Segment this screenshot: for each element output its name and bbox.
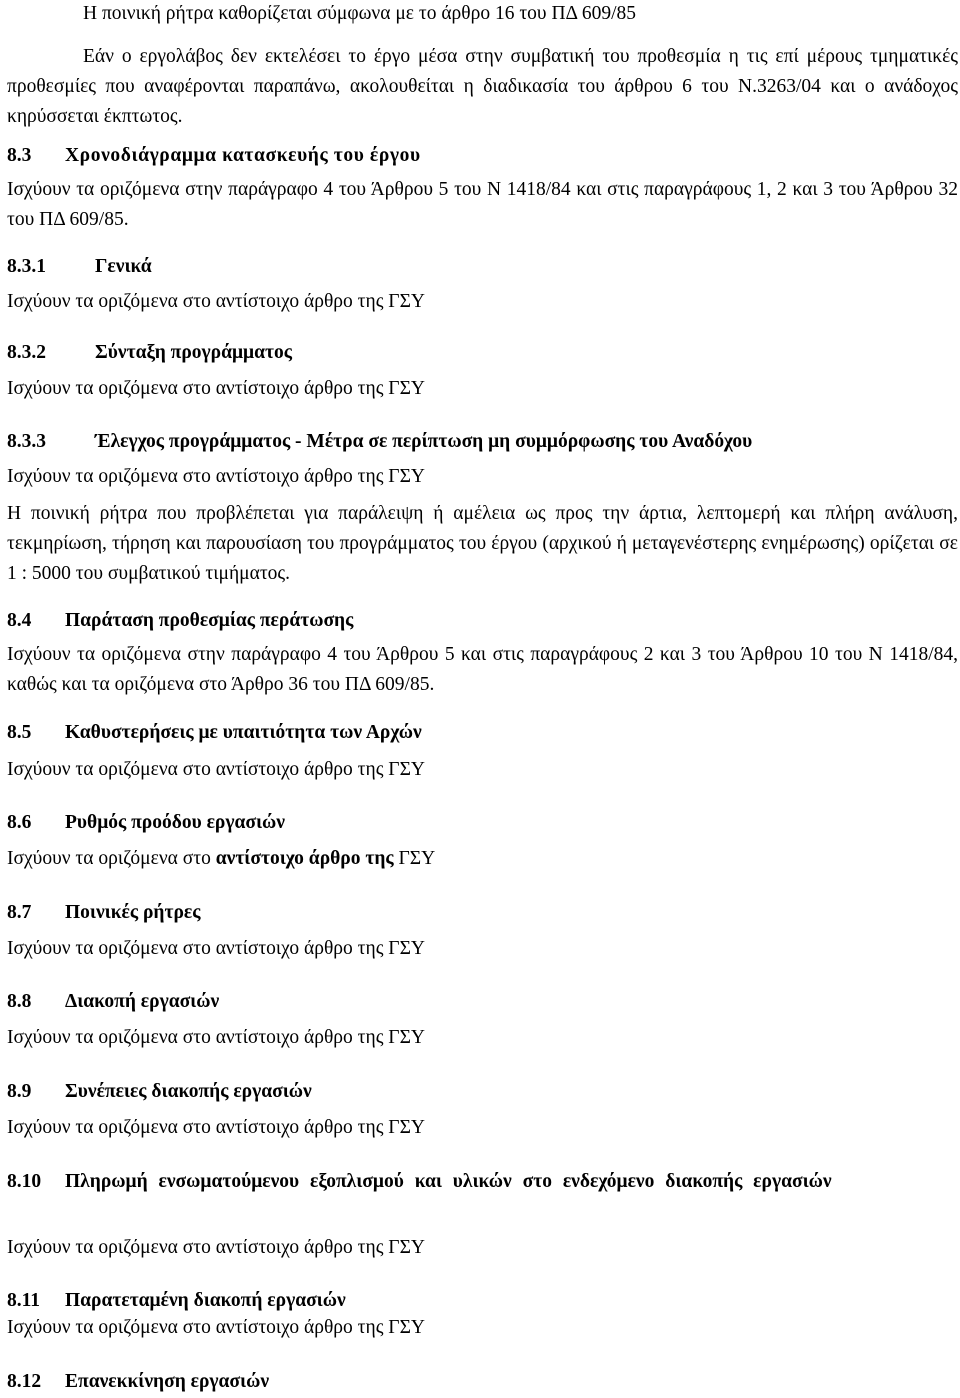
section-8-3-heading [7, 141, 958, 171]
section-number: 8.4 [7, 610, 32, 631]
section-8-10-body: Ισχύουν τα οριζόμενα στο αντίστοιχο άρθρο της ΓΣΥ [7, 1237, 426, 1258]
section-8-6-heading [7, 808, 958, 838]
section-8-8-heading [7, 987, 958, 1017]
section-8-11-body: Ισχύουν τα οριζόμενα στο αντίστοιχο άρθρο της ΓΣΥ [7, 1317, 426, 1338]
section-title: Χρονοδιάγραμμα κατασκευής του έργου [65, 145, 421, 166]
body-text: ΓΣΥ [398, 848, 436, 869]
section-number: 8.12 [7, 1371, 42, 1392]
section-8-3-2-body: Ισχύουν τα οριζόμενα στο αντίστοιχο άρθρο της ΓΣΥ [7, 378, 426, 399]
section-title: Συνέπειες διακοπής εργασιών [65, 1081, 312, 1102]
body-text: Ισχύουν τα οριζόμενα στο [7, 848, 211, 869]
section-number: 8.3.2 [7, 342, 46, 363]
section-number: 8.9 [7, 1081, 32, 1102]
section-title: Επανεκκίνηση εργασιών [65, 1371, 270, 1392]
section-number: 8.3.3 [7, 431, 46, 452]
section-title: Ποινικές ρήτρες [65, 902, 201, 923]
section-title: Πληρωμή ενσωματούμενου εξοπλισμού και υλικών στο ενδεχόμενο διακοπής εργασιών [65, 1171, 832, 1192]
section-8-4-heading [7, 606, 958, 636]
section-title: Γενικά [95, 256, 152, 277]
section-8-3-body: Ισχύουν τα οριζόμενα στην παράγραφο 4 του Άρθρου 5 του Ν 1418/84 και στις παραγράφους 1, 2 και 3 του Άρθρου 32 του ΠΔ 609/85. [7, 179, 958, 230]
section-8-3-3-body: Ισχύουν τα οριζόμενα στο αντίστοιχο άρθρο της ΓΣΥ [7, 466, 426, 487]
section-8-3-1-body: Ισχύουν τα οριζόμενα στο αντίστοιχο άρθρο της ΓΣΥ [7, 291, 426, 312]
section-title: Έλεγχος προγράμματος - Μέτρα σε περίπτωση μη συμμόρφωσης του Αναδόχου [95, 431, 753, 452]
section-8-12-heading [7, 1367, 958, 1397]
intro-line: Η ποινική ρήτρα καθορίζεται σύμφωνα με το άρθρο 16 του ΠΔ 609/85 [83, 3, 637, 24]
intro-paragraph: Εάν ο εργολάβος δεν εκτελέσει το έργο μέσα στην συμβατική του προθεσμία η τις επί μέρους τμηματικές προθεσμίες που αναφέρονται παραπάνω, ακολουθείται η διαδικασία του άρθρου 6 του Ν.3263/04 και ο ανάδοχος κηρύσσεται έκπτωτος. [7, 46, 958, 127]
section-title: Καθυστερήσεις με υπαιτιότητα των Αρχών [65, 722, 422, 743]
section-number: 8.6 [7, 812, 32, 833]
section-8-9-heading [7, 1077, 958, 1107]
section-number: 8.11 [7, 1290, 41, 1311]
section-8-8-body: Ισχύουν τα οριζόμενα στο αντίστοιχο άρθρο της ΓΣΥ [7, 1027, 426, 1048]
section-8-5-heading [7, 718, 958, 748]
section-title: Διακοπή εργασιών [65, 991, 220, 1012]
section-8-3-3-penalty: Η ποινική ρήτρα που προβλέπεται για παράλειψη ή αμέλεια ως προς την άρτια, λεπτομερή και πλήρη ανάλυση, τεκμηρίωση, τήρηση και παρουσίαση του προγράμματος του έργου (αρχικού ή μεταγενέστερης ενημέρωσης) ορίζεται σε 1 : 5000 του συμβατικού τιμήματος. [7, 503, 958, 584]
section-number: 8.3 [7, 145, 32, 166]
section-number: 8.7 [7, 902, 32, 923]
section-number: 8.3.1 [7, 256, 46, 277]
section-title: Παράταση προθεσμίας περάτωσης [65, 610, 354, 631]
section-8-6-body [7, 844, 958, 874]
section-8-3-1-heading [7, 252, 958, 282]
section-8-7-heading [7, 898, 958, 928]
section-8-5-body: Ισχύουν τα οριζόμενα στο αντίστοιχο άρθρο της ΓΣΥ [7, 759, 426, 780]
section-title: Παρατεταμένη διακοπή εργασιών [65, 1290, 346, 1311]
section-title: Ρυθμός προόδου εργασιών [65, 812, 285, 833]
section-8-10-heading [7, 1167, 958, 1197]
section-8-9-body: Ισχύουν τα οριζόμενα στο αντίστοιχο άρθρο της ΓΣΥ [7, 1117, 426, 1138]
section-number: 8.8 [7, 991, 32, 1012]
section-number: 8.10 [7, 1171, 42, 1192]
section-number: 8.5 [7, 722, 32, 743]
section-8-11-heading [7, 1286, 958, 1316]
section-8-4-body: Ισχύουν τα οριζόμενα στην παράγραφο 4 του Άρθρου 5 και στις παραγράφους 2 και 3 του Άρθρου 10 του Ν 1418/84, καθώς και τα οριζόμενα στο Άρθρο 36 του ΠΔ 609/85. [7, 644, 958, 695]
section-8-3-3-heading [7, 427, 958, 457]
section-8-7-body: Ισχύουν τα οριζόμενα στο αντίστοιχο άρθρο της ΓΣΥ [7, 938, 426, 959]
section-8-3-2-heading [7, 338, 958, 368]
section-title: Σύνταξη προγράμματος [95, 342, 292, 363]
body-text-bold: αντίστοιχο άρθρο της [215, 848, 394, 869]
